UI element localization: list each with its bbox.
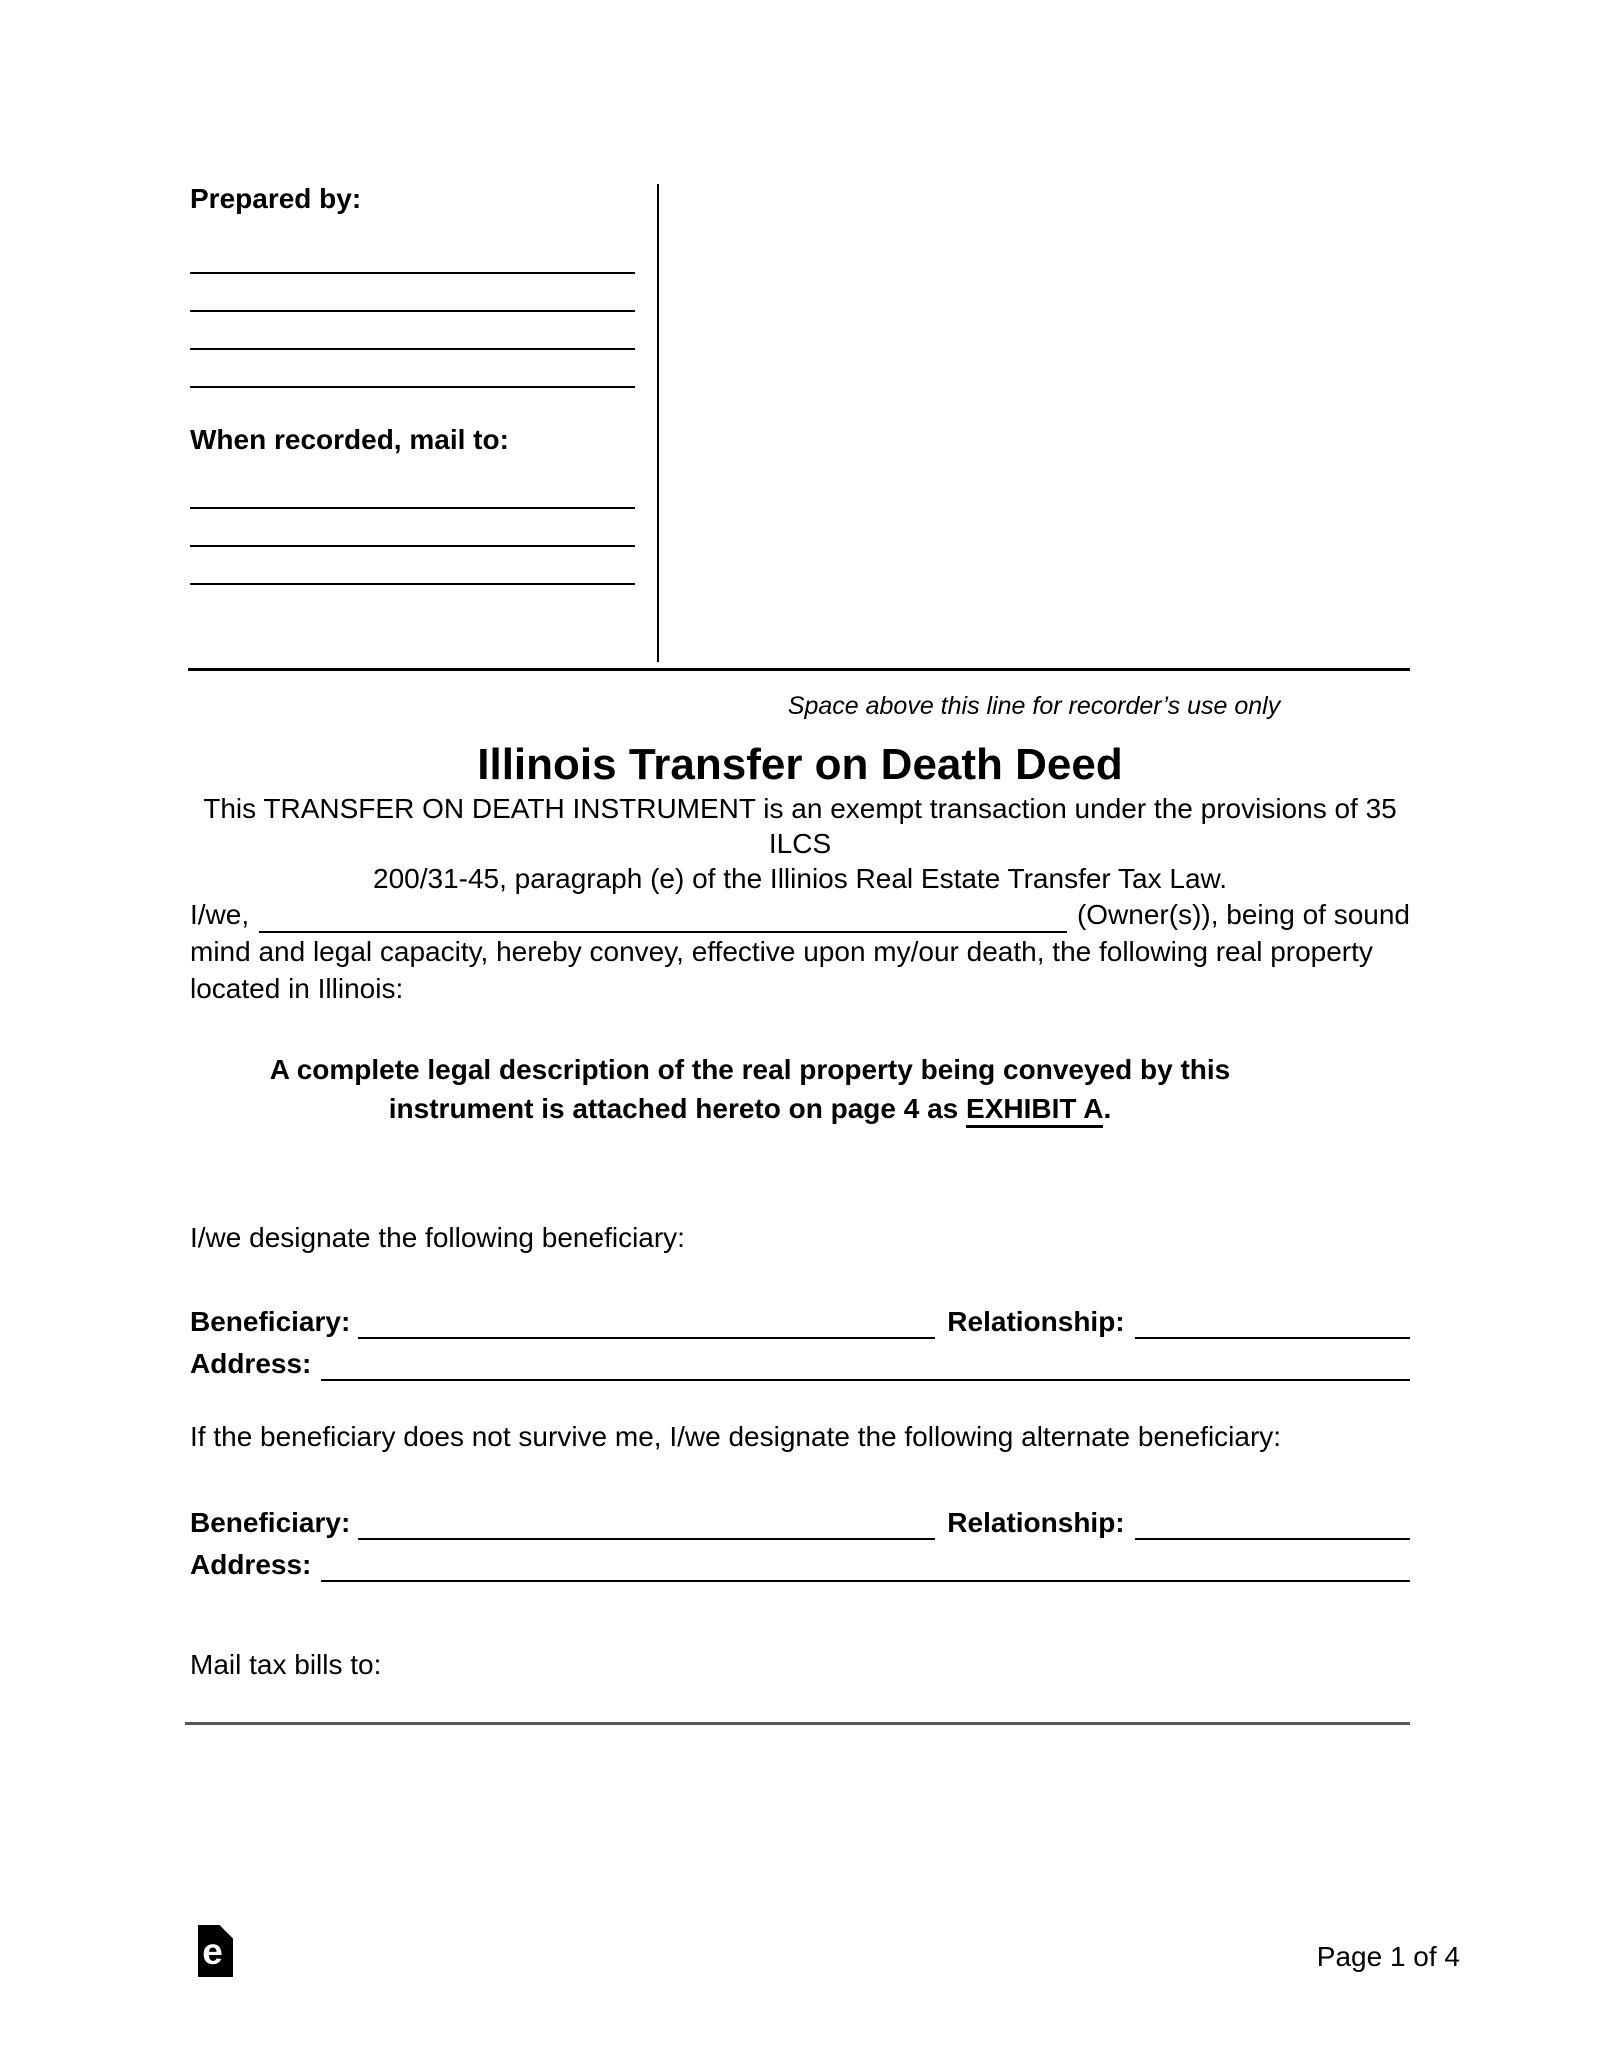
owner-clause-prefix: I/we,	[190, 899, 250, 930]
tax-section-divider	[185, 1722, 1410, 1725]
exhibit-notice-line-2-prefix: instrument is attached hereto on page 4 as	[388, 1093, 967, 1124]
relationship-blank[interactable]	[1135, 1307, 1410, 1339]
prepared-by-blank-4[interactable]	[190, 386, 635, 388]
beneficiary-row	[190, 1301, 1410, 1339]
subtitle-line-1: This TRANSFER ON DEATH INSTRUMENT is an exempt transaction under the provisions of 35 ILCS	[203, 793, 1397, 859]
address-label: Address:	[190, 1348, 312, 1379]
relationship-label: Relationship:	[947, 1306, 1125, 1337]
beneficiary-address-row	[190, 1343, 1410, 1381]
beneficiary-address-blank[interactable]	[321, 1349, 1410, 1381]
prepared-by-blank-3[interactable]	[190, 348, 635, 350]
eforms-logo	[198, 1925, 233, 1977]
recorder-use-note: Space above this line for recorder’s use only	[787, 692, 1281, 720]
exhibit-a-reference: EXHIBIT A	[966, 1093, 1103, 1128]
tax-bills-label: Mail tax bills to:	[190, 1649, 382, 1680]
document-subtitle	[190, 791, 1410, 896]
alternate-address-row	[190, 1544, 1410, 1582]
mail-to-blank-3[interactable]	[190, 583, 635, 585]
owner-clause-line-2: mind and legal capacity, hereby convey, effective upon my/our death, the following real property	[190, 936, 1373, 967]
subtitle-line-2: 200/31-45, paragraph (e) of the Illinios Real Estate Transfer Tax Law.	[373, 863, 1227, 894]
logo-letter: e	[202, 1931, 223, 1972]
exhibit-notice-line-2	[190, 1089, 1310, 1128]
exhibit-notice-line-2-suffix: .	[1103, 1093, 1112, 1124]
alternate-beneficiary-name-blank[interactable]	[358, 1508, 935, 1540]
alternate-address-blank[interactable]	[321, 1550, 1410, 1582]
owner-name-blank[interactable]	[259, 901, 1067, 933]
beneficiary-label: Beneficiary:	[190, 1306, 351, 1337]
owner-clause-line-3: located in Illinois:	[190, 973, 404, 1004]
page-number: Page 1 of 4	[1316, 1941, 1460, 1972]
prepared-by-blank-1[interactable]	[190, 272, 635, 274]
mail-to-label: When recorded, mail to:	[190, 424, 509, 455]
exhibit-notice	[190, 1050, 1310, 1128]
alternate-relationship-label: Relationship:	[947, 1507, 1125, 1538]
alternate-beneficiary-label: Beneficiary:	[190, 1507, 351, 1538]
alternate-beneficiary-intro: If the beneficiary does not survive me, I/we designate the following alternate beneficiary:	[190, 1421, 1282, 1452]
alternate-beneficiary-row	[190, 1502, 1410, 1540]
owner-clause-after-blank: (Owner(s)), being of sound	[1076, 899, 1410, 930]
prepared-by-blank-2[interactable]	[190, 310, 635, 312]
prepared-by-label: Prepared by:	[190, 183, 362, 214]
recorder-divider-horizontal	[188, 668, 1410, 671]
alternate-address-label: Address:	[190, 1549, 312, 1580]
page-title: Illinois Transfer on Death Deed	[477, 740, 1123, 789]
beneficiary-intro: I/we designate the following beneficiary:	[190, 1222, 685, 1253]
exhibit-notice-line-1: A complete legal description of the real property being conveyed by this	[269, 1054, 1231, 1085]
owner-clause	[190, 896, 1410, 1007]
beneficiary-name-blank[interactable]	[358, 1307, 935, 1339]
alternate-relationship-blank[interactable]	[1135, 1508, 1410, 1540]
mail-to-blank-1[interactable]	[190, 507, 635, 509]
mail-to-blank-2[interactable]	[190, 545, 635, 547]
recorder-divider-vertical	[657, 184, 659, 662]
